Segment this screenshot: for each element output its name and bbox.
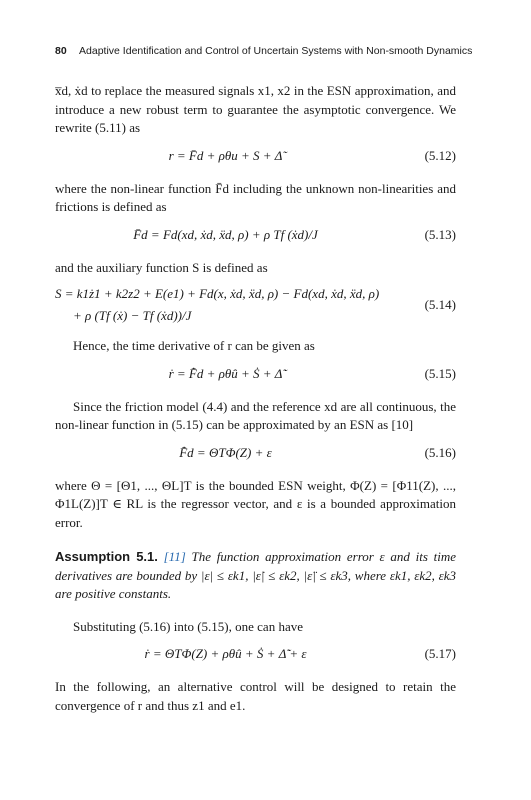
assumption-citation: [11]: [163, 549, 186, 564]
equation-5-12: [55, 147, 456, 171]
equation-expression: F̄̇d = ΘTΦ(Z) + ε: [179, 444, 272, 460]
equation-5-17: [55, 645, 456, 669]
paragraph-nonlinear-function: where the non-linear function F̄d including the unknown non-linearities and frictions is defined as: [55, 180, 456, 214]
equation-number: (5.13): [424, 226, 456, 242]
equation-expression: ṙ = F̄̇d + ρθû + Ṡ + Δ̃̇: [168, 365, 283, 381]
assumption-label: Assumption 5.1.: [55, 549, 158, 564]
assumption-text: The function approximation error ε and its time derivatives are bounded by |ε| ≤ εk1, |ε̇| ≤ εk2, |ε̈| ≤ εk3, where εk1, εk2, εk3 are positive constants.: [55, 549, 457, 601]
paragraph-time-derivative: Hence, the time derivative of r can be given as: [73, 338, 315, 353]
page-number: 80: [55, 45, 67, 57]
equation-line-2: + ρ (Tf (ẋ) − Tf (ẋd))/J: [73, 308, 192, 323]
equation-number: (5.14): [424, 297, 456, 312]
equation-number: (5.12): [424, 147, 456, 163]
equation-number: (5.17): [424, 646, 456, 661]
assumption-5-1: [55, 548, 456, 604]
paragraph-intro: x̅d, ẋd to replace the measured signals x1, x2 in the ESN approximation, and introduce a new robust term to guarantee the asymptotic convergence. We rewrite (5.11) as: [55, 83, 456, 135]
equation-number: (5.16): [424, 444, 456, 460]
equation-5-15: [55, 365, 456, 389]
equation-5-14: [55, 285, 456, 329]
running-header: [55, 45, 491, 57]
paragraph-substituting: Substituting (5.16) into (5.15), one can have: [73, 618, 303, 634]
equation-expression: r = F̄d + ρθu + S + Δ̃: [168, 147, 283, 163]
equation-line-1: S = k1ż1 + k2z2 + E(e1) + Fd(x, ẋd, ẍd, ρ) − Fd(xd, ẋd, ẍd, ρ): [55, 286, 380, 301]
paragraph-friction-model: Since the friction model (4.4) and the reference xd are all continuous, the non-linear function in (5.15) can be approximated by an ESN as [10]: [55, 398, 456, 432]
equation-expression: F̄d = Fd(xd, ẋd, ẍd, ρ) + ρ Tf (ẋd)/J: [133, 226, 318, 242]
equation-number: (5.15): [424, 365, 456, 381]
paragraph-auxiliary-function: and the auxiliary function S is defined as: [55, 259, 268, 275]
paragraph-following: In the following, an alternative control will be designed to retain the convergence of r and thus z1 and e1.: [55, 679, 456, 713]
equation-5-13: [55, 226, 456, 250]
equation-expression: ṙ = ΘTΦ(Z) + ρθû + Ṡ + Δ̃̇ + ε: [144, 646, 307, 661]
running-title: Adaptive Identification and Control of Uncertain Systems with Non-smooth Dynamics: [79, 45, 473, 57]
paragraph-esn-weight: where Θ = [Θ1, ..., ΘL]T is the bounded ESN weight, Φ(Z) = [Φ11(Z), ..., Φ1L(Z)]T ∈ RL is the regressor vector, and ε is a bounded approximation error.: [55, 477, 456, 530]
page-body: [55, 82, 456, 715]
equation-5-16: [55, 444, 456, 468]
